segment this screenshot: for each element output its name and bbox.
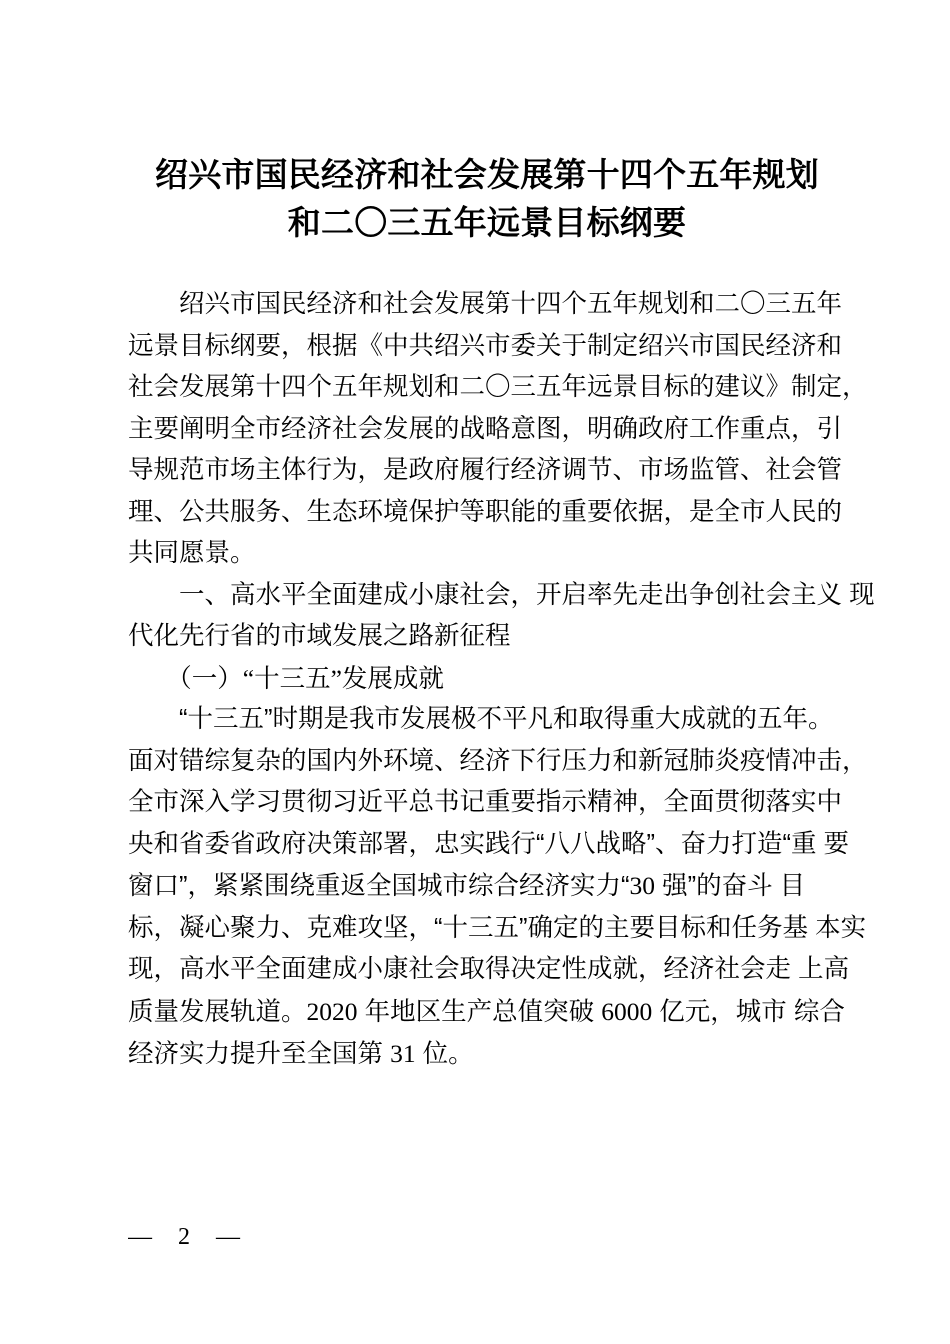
section-body-line-6: 标，凝心聚力、克难攻坚，“十三五”确定的主要目标和任务基 本实 <box>128 913 867 942</box>
section-body-paragraph <box>128 699 868 1076</box>
stat-year-2020: 2020 <box>306 996 358 1026</box>
section-heading-level-1 <box>128 575 875 658</box>
section-body-line-5-text-b: 强”的奋斗 目 <box>655 872 806 900</box>
preamble-line-7: 共同愿景。 <box>128 539 256 567</box>
document-content <box>128 0 875 1076</box>
section-body-line-4: 央和省委省政府决策部署，忠实践行“八八战略”、奋力打造“重 要 <box>128 829 850 858</box>
section-heading-level-1-line-2: 代化先行省的市域发展之路新征程 <box>128 622 511 650</box>
section-body-line-8 <box>128 991 846 1034</box>
section-body-line-1: “十三五”时期是我市发展极不平凡和取得重大成就的五年。 <box>128 705 834 733</box>
document-title <box>128 0 846 247</box>
section-heading-level-2: （一）“十三五”发展成就 <box>128 663 444 693</box>
preamble-line-2: 远景目标纲要，根据《中共绍兴市委关于制定绍兴市国民经济和 <box>128 331 843 360</box>
preamble-line-5: 导规范市场主体行为，是政府履行经济调节、市场监管、社会管 <box>128 456 843 484</box>
section-body-line-3: 全市深入学习贯彻习近平总书记重要指示精神，全面贯彻落实中 <box>128 788 843 816</box>
section-body-line-5 <box>128 865 846 908</box>
section-body-line-9-text-a: 经济实力提升至全国第 <box>128 1040 391 1068</box>
section-body-line-8-text-a: 质量发展轨道。 <box>128 997 307 1026</box>
section-body-line-9 <box>128 1033 846 1076</box>
preamble-paragraph <box>128 284 868 575</box>
preamble-line-6: 理、公共服务、生态环境保护等职能的重要依据，是全市人民的 <box>128 497 843 526</box>
section-body-line-8-text-b: 年地区生产总值突破 <box>357 997 602 1026</box>
document-title-line-1: 绍兴市国民经济和社会发展第十四个五年规划 <box>155 156 819 193</box>
preamble-line-1: 绍兴市国民经济和社会发展第十四个五年规划和二〇三五年 <box>128 290 843 318</box>
title-body-spacer <box>128 247 846 284</box>
section-body-line-7: 现，高水平全面建成小康社会取得决定性成就，经济社会走 上高 <box>128 955 850 983</box>
preamble-line-4: 主要阐明全市经济社会发展的战略意图，明确政府工作重点，引 <box>128 414 843 443</box>
stat-top30-rank: 30 <box>629 871 655 900</box>
stat-national-rank: 31 <box>390 1039 416 1068</box>
section-body-line-5-text-a: 窗口”，紧紧围绕重返全国城市综合经济实力“ <box>128 872 630 900</box>
section-body-line-9-text-b: 位。 <box>415 1040 474 1068</box>
section-body-line-2: 面对错综复杂的国内外环境、经济下行压力和新冠肺炎疫情冲击， <box>128 746 868 775</box>
preamble-line-3: 社会发展第十四个五年规划和二〇三五年远景目标的建议》制定， <box>128 373 868 401</box>
section-heading-level-1-line-1: 一、高水平全面建成小康社会，开启率先走出争创社会主义 现 <box>128 580 875 609</box>
document-title-line-2: 和二〇三五年远景目标纲要 <box>287 204 687 241</box>
page-number-footer: — 2 — <box>128 1224 250 1250</box>
section-body-line-8-text-c: 亿元，城市 综合 <box>652 997 845 1026</box>
stat-gdp-value: 6000 <box>601 996 653 1026</box>
